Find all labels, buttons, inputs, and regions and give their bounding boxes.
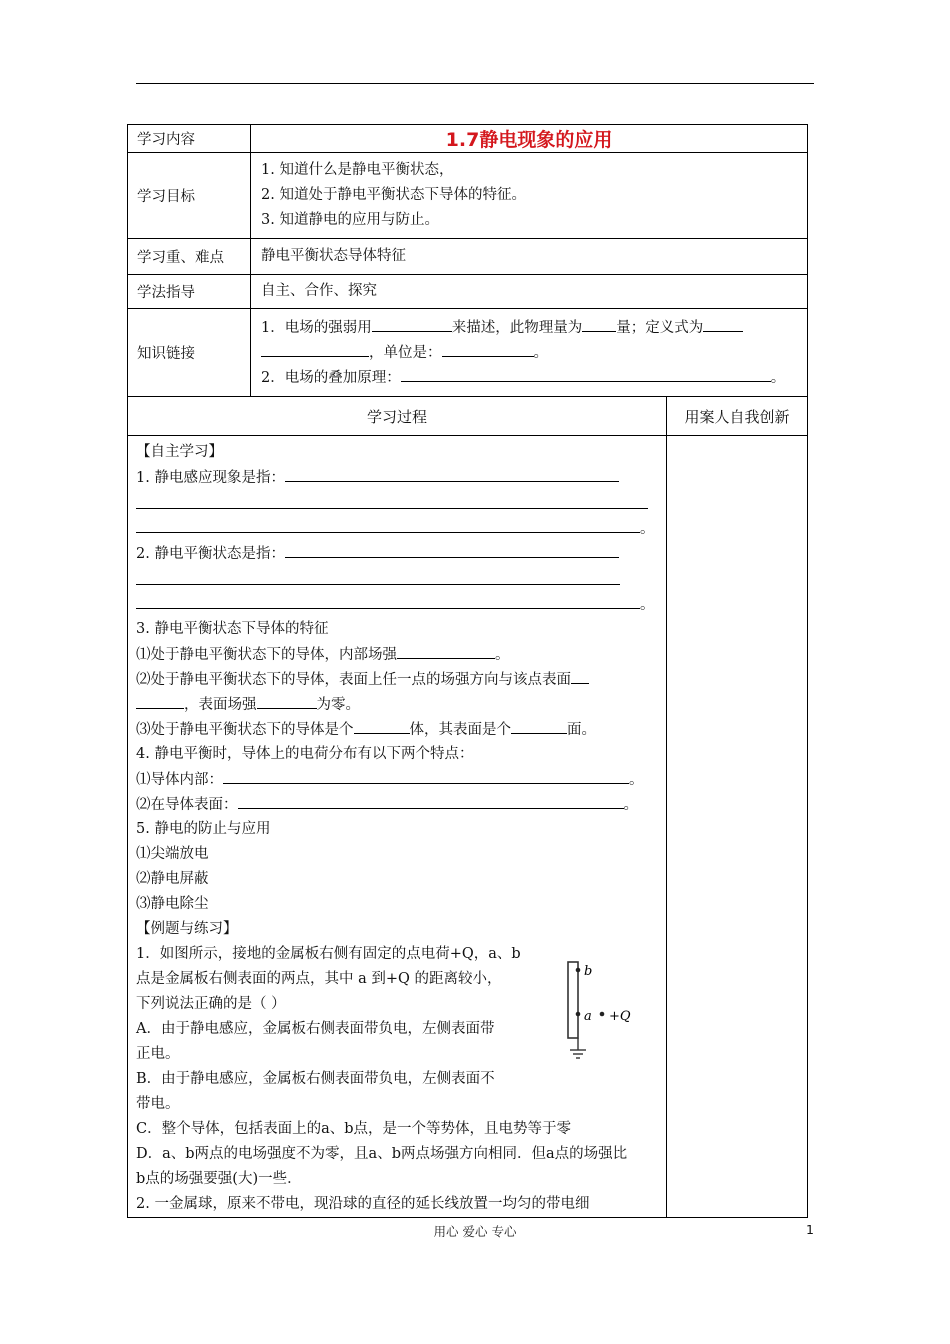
label-method: 学法指导 [128,275,251,309]
charge-q [600,1012,605,1017]
example-text: 2. 一金属球，原来不带电，现沿球的直径的延长线放置一均匀的带电细 [136,1196,590,1212]
question-text: 1. 静电感应现象是指： [136,470,285,486]
question-text: ⑵在导体表面： [136,797,238,813]
question-text: 为零。 [316,697,360,713]
label-knowledge: 知识链接 [128,309,251,397]
key-points-text: 静电平衡状态导体特征 [251,239,808,275]
example-text: 1．如图所示，接地的金属板右侧有固定的点电荷+Q，a、b [136,946,521,962]
fill-blank[interactable] [136,490,648,509]
knowledge-text: ，单位是： [369,345,442,361]
fill-blank[interactable] [571,667,589,684]
process-content [128,436,667,1218]
knowledge-text: 来描述，此物理量为 [451,320,583,336]
end-mark: 。 [640,597,655,613]
knowledge-text: 。 [533,345,548,361]
page-title: 1.7静电现象的应用 [251,125,808,153]
knowledge-text: 2．电场的叠加原理： [261,370,401,386]
metal-plate [568,962,578,1038]
fill-blank[interactable] [136,692,184,709]
method-text: 自主、合作、探究 [251,275,808,309]
fill-blank[interactable] [442,340,534,357]
example-text: 下列说法正确的是（ ） [136,996,286,1012]
question-text: 。 [495,647,510,663]
fill-blank[interactable] [354,717,410,734]
option-c: C．整个导体，包括表面上的a、b点，是一个等势体，且电势等于零 [136,1121,572,1137]
fill-blank[interactable] [511,717,567,734]
option-b: 带电。 [136,1096,180,1112]
column-process: 学习过程 [128,397,667,436]
label-content: 学习内容 [128,125,251,153]
fill-blank[interactable] [136,516,640,533]
question-text: 5. 静电的防止与应用 [136,821,271,837]
question-text: 2. 静电平衡状态是指： [136,546,285,562]
header-rule [136,83,814,84]
question-text: ⑵处于静电平衡状态下的导体，表面上任一点的场强方向与该点表面 [136,672,571,688]
question-text: ⑴尖端放电 [136,846,209,862]
label-a: a [584,1009,592,1024]
knowledge-content [251,309,808,397]
question-text: ，表面场强 [184,697,257,713]
question-text: 体，其表面是个 [409,722,511,738]
example-1 [136,942,658,1117]
fill-blank[interactable] [285,465,619,482]
example-text: 点是金属板右侧表面的两点，其中 a 到+Q 的距离较小， [136,971,502,987]
question-text: 4. 静电平衡时，导体上的电荷分布有以下两个特点： [136,746,474,762]
label-q: +Q [609,1009,631,1024]
fill-blank[interactable] [261,340,369,357]
goal-item: 3. 知道静电的应用与防止。 [261,212,439,228]
end-mark: 。 [623,797,638,813]
fill-blank[interactable] [397,642,495,659]
label-key-points: 学习重、难点 [128,239,251,275]
label-goals: 学习目标 [128,153,251,239]
end-mark: 。 [640,521,655,537]
section-heading: 【自主学习】 [136,444,223,460]
option-d: b点的场强要强(大)一些． [136,1171,302,1187]
fill-blank[interactable] [703,315,743,332]
knowledge-text: 1．电场的强弱用 [261,320,372,336]
question-text: ⑴处于静电平衡状态下的导体，内部场强 [136,647,397,663]
footer-text: 用心 爱心 专心 [433,1224,517,1239]
fill-blank[interactable] [285,541,619,558]
question-text: ⑶静电除尘 [136,896,209,912]
fill-blank[interactable] [582,315,616,332]
label-b: b [584,964,593,979]
fill-blank[interactable] [372,315,452,332]
option-a: 正电。 [136,1046,180,1062]
option-b: B．由于静电感应，金属板右侧表面带负电，左侧表面不 [136,1071,495,1087]
goal-item: 1. 知道什么是静电平衡状态， [261,162,454,178]
question-text: ⑴导体内部： [136,772,223,788]
end-mark: 。 [629,772,644,788]
section-heading: 【例题与练习】 [136,921,238,937]
fill-blank[interactable] [223,767,629,784]
notes-column[interactable] [667,436,808,1218]
goals-list [251,153,808,239]
fill-blank[interactable] [136,592,640,609]
fill-blank[interactable] [136,566,620,585]
fill-blank[interactable] [401,365,771,382]
goal-item: 2. 知道处于静电平衡状态下导体的特征。 [261,187,526,203]
study-plan-table [127,124,808,1218]
knowledge-text: 量；定义式为 [616,320,704,336]
option-a: A．由于静电感应，金属板右侧表面带负电，左侧表面带 [136,1021,495,1037]
grounded-plate-figure [536,942,656,1072]
fill-blank[interactable] [257,692,317,709]
question-text: 面。 [567,722,596,738]
point-b [576,968,581,973]
point-a [576,1012,581,1017]
option-d: D．a、b两点的电场强度不为零，且a、b两点场强方向相同．但a点的场强比 [136,1146,628,1162]
question-text: ⑶处于静电平衡状态下的导体是个 [136,722,354,738]
fill-blank[interactable] [238,792,624,809]
knowledge-text: 。 [770,370,786,386]
question-text: ⑵静电屏蔽 [136,871,209,887]
column-notes: 用案人自我创新 [667,397,808,436]
page-number: 1 [806,1222,814,1237]
question-text: 3. 静电平衡状态下导体的特征 [136,621,329,637]
